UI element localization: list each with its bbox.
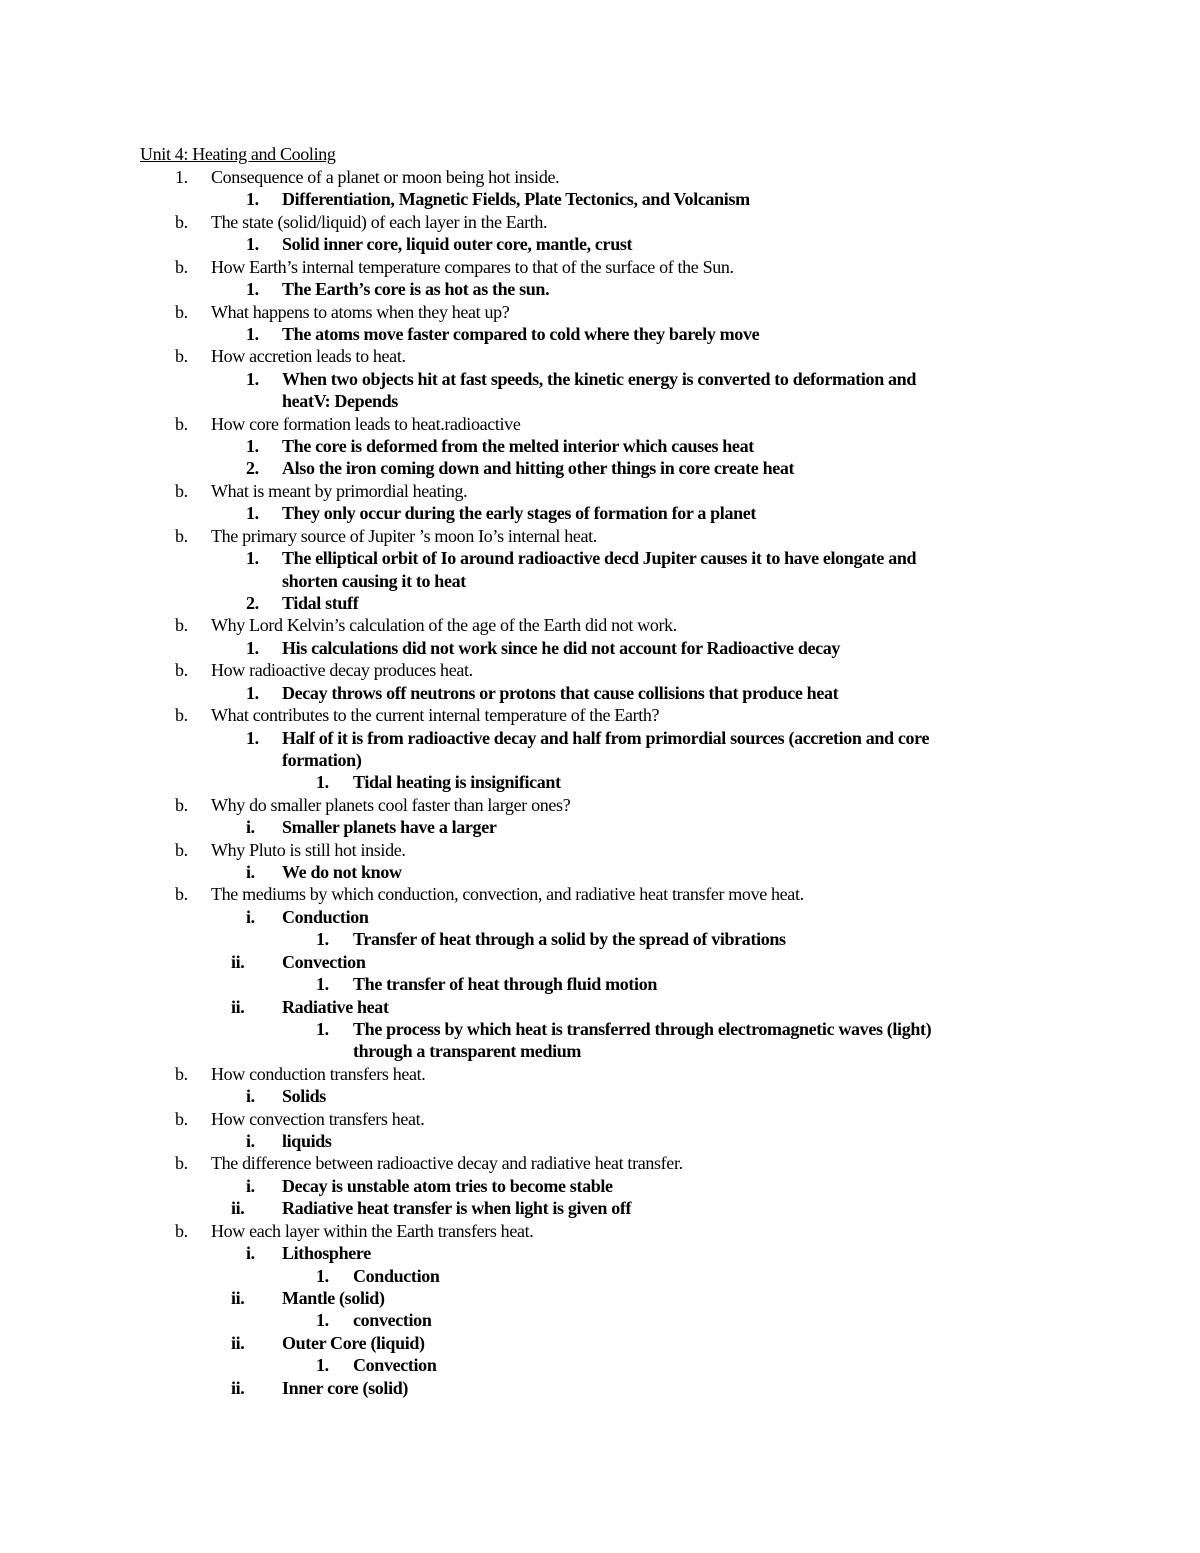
list-item-text: The primary source of Jupiter ’s moon Io’s internal heat. [211, 526, 597, 546]
list-marker: b. [175, 302, 188, 322]
list-marker: ii. [231, 1333, 245, 1353]
list-item-text: Outer Core (liquid) [282, 1333, 425, 1353]
list-marker: 1. [246, 728, 259, 748]
list-item-text: liquids [282, 1131, 332, 1151]
list-item-text: Why do smaller planets cool faster than larger ones? [211, 795, 571, 815]
list-item-text: What is meant by primordial heating. [211, 481, 468, 501]
list-item-text: Lithosphere [282, 1243, 371, 1263]
list-item-text: Differentiation, Magnetic Fields, Plate Tectonics, and Volcanism [282, 189, 750, 209]
list-marker: b. [175, 840, 188, 860]
list-item-text: How each layer within the Earth transfers heat. [211, 1221, 534, 1241]
list-item-text: Mantle (solid) [282, 1288, 385, 1308]
list-marker: ii. [231, 1198, 245, 1218]
list-marker: b. [175, 795, 188, 815]
list-marker: b. [175, 346, 188, 366]
list-marker: b. [175, 884, 188, 904]
list-marker: 1. [316, 1266, 329, 1286]
list-item-text: They only occur during the early stages of formation for a planet [282, 503, 757, 523]
list-item-text: The mediums by which conduction, convection, and radiative heat transfer move heat. [211, 884, 804, 904]
list-item-text: Half of it is from radioactive decay and half from primordial sources (accretion and core [282, 728, 930, 748]
list-marker: 1. [316, 974, 329, 994]
list-marker: i. [246, 862, 255, 882]
list-marker: 1. [316, 772, 329, 792]
list-item-text: The transfer of heat through fluid motion [353, 974, 657, 994]
list-marker: 2. [246, 593, 259, 613]
list-marker: 1. [246, 369, 259, 389]
list-item-text: The process by which heat is transferred through electromagnetic waves (light) [353, 1019, 932, 1039]
list-item-text: Why Lord Kelvin’s calculation of the age of the Earth did not work. [211, 615, 677, 635]
list-item-text: The Earth’s core is as hot as the sun. [282, 279, 550, 299]
list-item-text: Inner core (solid) [282, 1378, 409, 1398]
list-marker: i. [246, 1176, 255, 1196]
list-item-text: Consequence of a planet or moon being hot inside. [211, 167, 560, 187]
list-item-text: Why Pluto is still hot inside. [211, 840, 406, 860]
list-marker: 1. [175, 167, 188, 187]
list-marker: b. [175, 660, 188, 680]
list-item-text: shorten causing it to heat [282, 571, 466, 591]
list-item-text: Radiative heat [282, 997, 389, 1017]
list-item-text: Also the iron coming down and hitting other things in core create heat [282, 458, 795, 478]
list-marker: 1. [246, 189, 259, 209]
list-marker: b. [175, 414, 188, 434]
document-title: Unit 4: Heating and Cooling [140, 144, 336, 164]
list-marker: 1. [246, 503, 259, 523]
list-marker: 1. [246, 436, 259, 456]
list-item-text: What happens to atoms when they heat up? [211, 302, 510, 322]
list-item-text: Decay throws off neutrons or protons that cause collisions that produce heat [282, 683, 839, 703]
list-marker: ii. [231, 1378, 245, 1398]
list-item-text: The difference between radioactive decay and radiative heat transfer. [211, 1153, 683, 1173]
list-marker: b. [175, 526, 188, 546]
list-marker: b. [175, 1221, 188, 1241]
list-marker: b. [175, 705, 188, 725]
list-item-text: Solids [282, 1086, 326, 1106]
list-item-text: His calculations did not work since he did not account for Radioactive decay [282, 638, 841, 658]
list-marker: 1. [316, 1355, 329, 1375]
list-marker: i. [246, 1086, 255, 1106]
list-marker: 1. [316, 1310, 329, 1330]
list-item-text: The core is deformed from the melted interior which causes heat [282, 436, 754, 456]
list-item-text: How conduction transfers heat. [211, 1064, 426, 1084]
list-item-text: convection [353, 1310, 432, 1330]
list-marker: i. [246, 1131, 255, 1151]
list-item-text: Convection [353, 1355, 437, 1375]
list-marker: 1. [246, 234, 259, 254]
list-marker: b. [175, 615, 188, 635]
list-marker: 1. [246, 279, 259, 299]
list-item-text: How accretion leads to heat. [211, 346, 406, 366]
list-item-text: How radioactive decay produces heat. [211, 660, 473, 680]
list-marker: 1. [246, 548, 259, 568]
list-item-text: Decay is unstable atom tries to become stable [282, 1176, 613, 1196]
list-item-text: Tidal stuff [282, 593, 359, 613]
list-item-text: Tidal heating is insignificant [353, 772, 561, 792]
list-item-text: Conduction [353, 1266, 440, 1286]
list-marker: i. [246, 817, 255, 837]
list-marker: 1. [246, 683, 259, 703]
list-item-text: Solid inner core, liquid outer core, mantle, crust [282, 234, 633, 254]
list-item-text: through a transparent medium [353, 1041, 582, 1061]
list-marker: ii. [231, 997, 245, 1017]
list-marker: 1. [246, 638, 259, 658]
list-item-text: formation) [282, 750, 362, 770]
list-marker: 1. [246, 324, 259, 344]
list-item-text: The state (solid/liquid) of each layer in the Earth. [211, 212, 548, 232]
list-marker: i. [246, 907, 255, 927]
list-marker: ii. [231, 1288, 245, 1308]
list-marker: b. [175, 1153, 188, 1173]
list-item-text: heatV: Depends [282, 391, 398, 411]
list-marker: ii. [231, 952, 245, 972]
list-marker: b. [175, 481, 188, 501]
list-item-text: Smaller planets have a larger [282, 817, 497, 837]
list-item-text: The elliptical orbit of Io around radioactive decd Jupiter causes it to have elongate and [282, 548, 917, 568]
list-item-text: How Earth’s internal temperature compares to that of the surface of the Sun. [211, 257, 734, 277]
list-item-text: How core formation leads to heat.radioactive [211, 414, 521, 434]
list-marker: b. [175, 1064, 188, 1084]
list-item-text: Radiative heat transfer is when light is given off [282, 1198, 632, 1218]
list-item-text: Convection [282, 952, 366, 972]
list-marker: 2. [246, 458, 259, 478]
list-marker: b. [175, 257, 188, 277]
list-marker: 1. [316, 929, 329, 949]
list-marker: 1. [316, 1019, 329, 1039]
list-marker: i. [246, 1243, 255, 1263]
list-marker: b. [175, 212, 188, 232]
list-item-text: Transfer of heat through a solid by the spread of vibrations [353, 929, 786, 949]
list-marker: b. [175, 1109, 188, 1129]
list-item-text: We do not know [282, 862, 402, 882]
list-item-text: When two objects hit at fast speeds, the kinetic energy is converted to deformation and [282, 369, 916, 389]
list-item-text: What contributes to the current internal temperature of the Earth? [211, 705, 660, 725]
list-item-text: The atoms move faster compared to cold where they barely move [282, 324, 760, 344]
list-item-text: How convection transfers heat. [211, 1109, 425, 1129]
list-item-text: Conduction [282, 907, 369, 927]
